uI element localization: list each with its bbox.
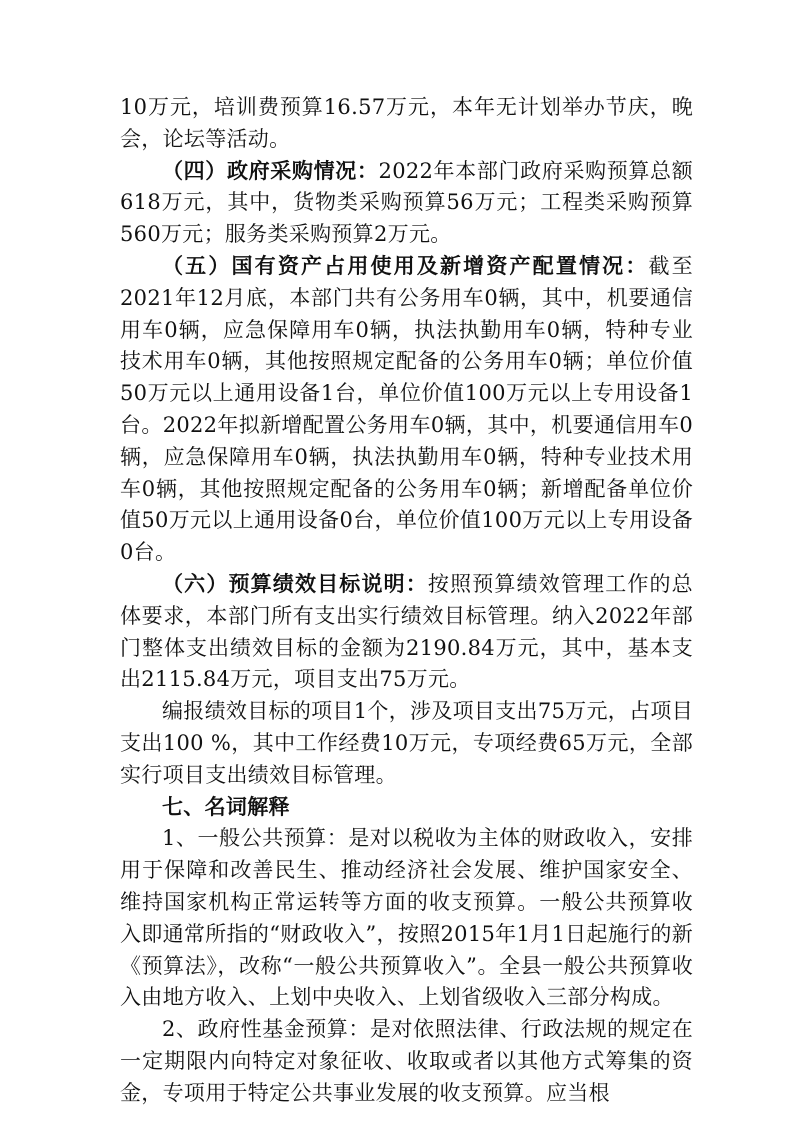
procurement-text: 2022年本部门政府采购预算总额618万元，其中，货物类采购预算56万元；工程类采购预算560万元；服务类采购预算2万元。 — [120, 158, 694, 247]
performance-goals-text: 按照预算绩效管理工作的总体要求，本部门所有支出实行绩效目标管理。纳入2022年部门整体支出绩效目标的金额为2190.84万元，其中，基本支出2115.84万元，项目支出75万元。 — [120, 571, 693, 692]
section-heading-glossary: 七、名词解释 — [162, 794, 290, 819]
paragraph-government-fund-budget: 2、政府性基金预算：是对依照法律、行政法规的规定在一定期限内向特定对象征收、收取或者以其他方式筹集的资金，专项用于特定公共事业发展的收支预算。应当根 — [120, 1017, 693, 1105]
paragraph-training-fee: 10万元，培训费预算16.57万元，本年无计划举办节庆，晚会，论坛等活动。 — [120, 95, 693, 151]
paragraph-government-procurement — [120, 156, 693, 251]
procurement-label: （四）政府采购情况： — [162, 158, 379, 183]
performance-goals-label: （六）预算绩效目标说明： — [162, 571, 428, 596]
state-assets-text: 截至2021年12月底，本部门共有公务用车0辆，其中，机要通信用车0辆，应急保障用车0辆，执法执勤用车0辆，特种专业技术用车0辆，其他按照规定配备的公务用车0辆；单位价值50万元以上通用设备1台，单位价值100万元以上专用设备1台。2022年拟新增配置公务用车0辆，其中，机要通信用车0辆，应急保障用车0辆，执法执勤用车0辆，特种专业技术用车0辆，其他按照规定配备的公务用车0辆；新增配备单位价值50万元以上通用设备0台，单位价值100万元以上专用设备0台。 — [120, 253, 693, 565]
paragraph-general-public-budget: 1、一般公共预算：是对以税收为主体的财政收入，安排用于保障和改善民生、推动经济社会发展、维护国家安全、维持国家机构正常运转等方面的收支预算。一般公共预算收入即通常所指的“财政收入”，按照2015年1月1日起施行的新《预算法》，改称“一般公共预算收入”。全县一般公共预算收入由地方收入、上划中央收入、上划省级收入三部分构成。 — [120, 826, 693, 1010]
state-assets-label: （五）国有资产占用使用及新增资产配置情况： — [162, 253, 649, 278]
paragraph-performance-goals — [120, 569, 693, 696]
paragraph-project-goals: 编报绩效目标的项目1个，涉及项目支出75万元，占项目支出100 %，其中工作经费10万元，专项经费65万元，全部实行项目支出绩效目标管理。 — [120, 699, 693, 787]
paragraph-state-assets — [120, 251, 693, 569]
